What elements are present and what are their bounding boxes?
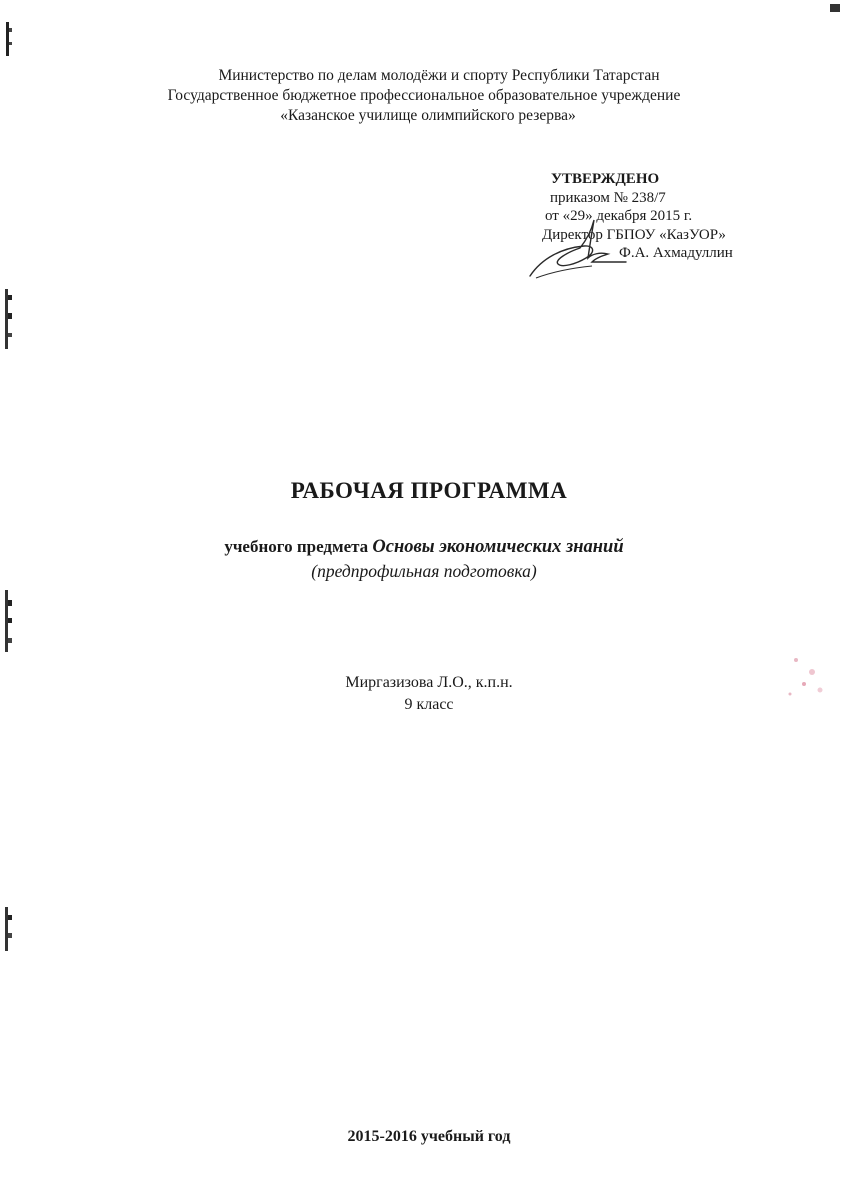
scan-mark-corner [830, 4, 840, 12]
scan-mark-lower [0, 905, 14, 955]
handwritten-signature [522, 218, 632, 282]
scan-mark-middle [0, 588, 14, 658]
approval-director: Директор ГБПОУ «КазУОР» [542, 226, 726, 243]
subject-name: Основы экономических знаний [372, 537, 624, 557]
approval-order: приказом № 238/7 [550, 189, 666, 206]
approval-date: от «29» декабря 2015 г. [545, 208, 693, 224]
grade-label: 9 класс [404, 696, 454, 713]
author-block [0, 672, 848, 716]
subject-note: (предпрофильная подготовка) [311, 561, 537, 581]
approval-signatory: Ф.А. Ахмадуллин [619, 245, 733, 261]
subject-line [0, 535, 848, 559]
ministry-name: Министерство по делам молодёжи и спорту Республики Татарстан [218, 67, 660, 84]
author-name: Миргазизова Л.О., к.п.н. [345, 674, 513, 691]
subject-block [0, 535, 848, 583]
scan-mark-upper [0, 285, 14, 355]
institution-header [0, 66, 848, 126]
institution-name: «Казанское училище олимпийского резерва» [280, 107, 576, 124]
document-title: РАБОЧАЯ ПРОГРАММА [290, 478, 568, 503]
institution-type: Государственное бюджетное профессиональное образовательное учреждение [167, 87, 681, 104]
scan-mark-top [0, 20, 14, 60]
subject-prefix: учебного предмета [224, 537, 373, 556]
academic-year: 2015-2016 учебный год [347, 1128, 511, 1145]
approval-title: УТВЕРЖДЕНО [551, 171, 660, 187]
